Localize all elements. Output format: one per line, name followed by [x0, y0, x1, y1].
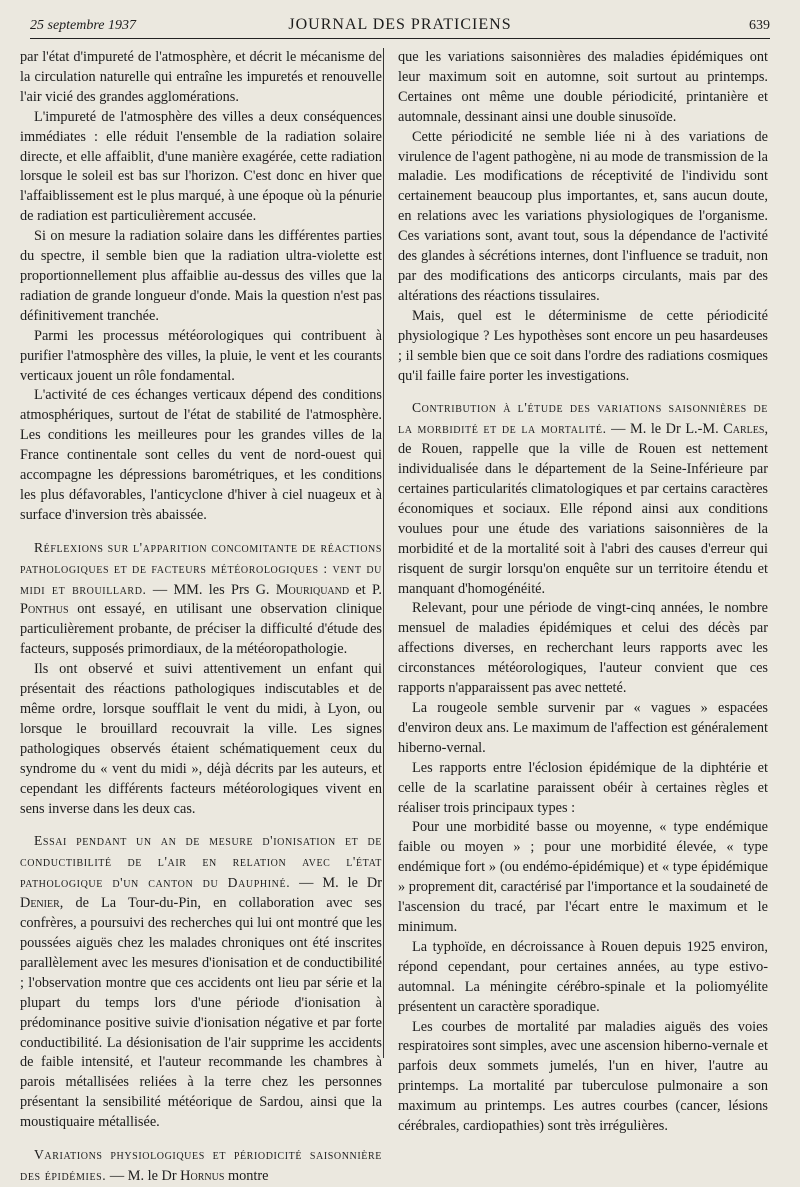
section-epidemies [20, 1145, 382, 1187]
paragraph: Pour une morbidité basse ou moyenne, « type endémique faible ou moyen » ; pour une morbidité élevée, « type endémique fort » (ou endémo-épidémique) et « type épidémique » proprement dit, caractérisé par l'importance et la soudaineté de l'ascension du tracé, par l'écart entre le maximum et le minimum. [398, 819, 768, 935]
paragraph: Cette périodicité ne semble liée ni à des variations de virulence de l'agent pathogène, ni au mode de transmission de la maladie. Les modifications de réceptivité de l'individu sont certainement beaucoup plus importantes, et, sans aucun doute, en relations avec les variations physiologiques de l'organisme. Ces variations sont, avant tout, sous la dépendance de l'activité des glandes à sécrétions internes, dont l'influence se traduit, non par des modifications des anticorps circulants, mais par des altérations des réactions tissulaires. [398, 128, 768, 304]
section-body: montre [224, 1167, 269, 1184]
section-dash: — M. le Dr [106, 1167, 181, 1184]
section-title: Variations physiologiques et périodicité saisonnière des épidémies. [20, 1147, 382, 1183]
paragraph: Relevant, pour une période de vingt-cinq années, le nombre mensuel de maladies épidémiques et celui des décès par affections diverses, en recherchant leurs rapports avec les circonstances météorologiques, l'auteur convient que ces rapports n'apparaissent pas avec netteté. [398, 600, 768, 697]
journal-title: JOURNAL DES PRATICIENS [288, 16, 512, 33]
paragraph: Mais, quel est le déterminisme de cette périodicité physiologique ? Les hypothèses sont encore un peu hasardeuses ; il semble bien que ce soit dans l'ordre des radiations cosmiques qu'il faille faire porter les investigations. [398, 307, 768, 384]
section-dash: — M. le Dr [606, 421, 686, 438]
paragraph: Les courbes de mortalité par maladies aiguës des voies respiratoires sont simples, avec une ascension hiberno-vernale et parfois deux sommets jumelés, l'un en hiver, l'autre au printemps. La mortalité par tuberculose pulmonaire a son maximum au printemps. Les autres courbes (cancer, lésions cérébrales, cardiopathies) sont très irrégulières. [398, 1018, 769, 1135]
section-vent-du-midi [20, 538, 382, 660]
paragraph: L'impureté de l'atmosphère des villes a deux conséquences immédiates : elle réduit l'ensemble de la radiation solaire directe, et elle affaiblit, d'une manière exagérée, cette radiation lorsque le soleil est bas sur l'horizon. C'est donc en hiver que l'affaiblissement est le plus marqué, à une époque où la pénurie de radiation est particulièrement accusée. [20, 108, 382, 225]
author-name: Hornus [180, 1167, 225, 1184]
column-rule [383, 48, 384, 1058]
section-dash: — MM. les Prs [146, 581, 256, 598]
paragraph: L'activité de ces échanges verticaux dépend des conditions atmosphériques, surtout de l'état de stabilité de l'atmosphère. Les conditions les meilleures pour les grandes villes de la France continentale sont celles du vent de nord-ouest qui accompagne les dépressions barométriques, et les conditions les plus défavorables, l'anticyclone d'hiver à ciel nuageux et à surface d'inversion très abaissée. [20, 387, 382, 523]
paragraph: La rougeole semble survenir par « vagues » espacées d'environ deux ans. Le maximum de l'affection est généralement hiberno-vernal. [398, 700, 768, 756]
paragraph: Les rapports entre l'éclosion épidémique de la diphtérie et celle de la scarlatine paraissent obéir à certaines règles et réaliser trois principaux types : [398, 759, 768, 816]
right-column [398, 48, 768, 1137]
author-name: G. Mouriquand [255, 581, 350, 598]
author-name: L.-M. Carles [685, 421, 765, 438]
paragraph: par l'état d'impureté de l'atmosphère, et décrit le mécanisme de la circulation naturelle qui entraîne les impuretés et renouvelle l'air vicié des grandes agglomérations. [20, 49, 382, 105]
author-name: P. Ponthus [20, 581, 382, 618]
issue-date: 25 septembre 1937 [30, 18, 137, 33]
section-body: , de Rouen, rappelle que la ville de Rouen est nettement individualisée dans le département de la Seine-Inférieure par certaines particularités climatologiques et par certains caractères économiques et sociaux. Elle répond ainsi aux conditions voulues pour une étude des variations saisonnières de la morbidité et de la mortalité soit à l'abri des causes d'erreur qui risquent de surgir lorsqu'on enquête sur un territoire étendu et manquant d'homogénéité. [398, 421, 769, 597]
section-title: Contribution à l'étude des variations saisonnières de la morbidité et de la mortalité. [398, 400, 768, 437]
running-header [30, 12, 770, 39]
section-rouen [398, 398, 768, 599]
paragraph: Ils ont observé et suivi attentivement un enfant qui présentait des réactions pathologiques indiscutables et de même ordre, lorsque soufflait le vent du midi, à Lyon, ou lorsque le brouillard recouvrait la ville. Les signes pathologiques observés étaient schématiquement ceux du syndrome du « vent du midi », déjà décrits par les auteurs, et cependant les différents facteurs météorologiques vivent en sens inverse dans les deux cas. [20, 661, 382, 817]
author-name: Denier [20, 895, 60, 912]
paragraph: que les variations saisonnières des maladies épidémiques ont leur maximum soit en automne, soit surtout au printemps. Certaines ont même une double périodicité, printanière et automnale, dessinant ainsi une double sinusoïde. [398, 49, 768, 125]
section-body: , de La Tour-du-Pin, en collaboration avec ses confrères, a poursuivi des recherches qui lui ont montré que les poussées aiguës chez les malades chroniques ont été inscrites parallèlement avec les mesures d'ionisation et de conductibilité ; l'observation montre que ces accidents ont lieu par série et la plupart du temps lors d'une période d'ionisation à prédominance positive suivie d'ionisation négative et par forte conductibilité. La désionisation de l'air supprime les accidents de faible intensité, et l'auteur recommande les chambres à parois métallisées reliées à la terre chez les personnes présentant la sensibilité météorique de Sardou, ainsi que la moustiquaire métallisée. [20, 895, 382, 1131]
section-ionisation [20, 831, 382, 1133]
conjunction: et [349, 581, 373, 598]
paragraph: La typhoïde, en décroissance à Rouen depuis 1925 environ, répond cependant, pour certaines années, au type estivo-automnal. La méningite cérébro-spinale et la poliomyélite présentent un caractère sporadique. [398, 938, 768, 1015]
section-title: Essai pendant un an de mesure d'ionisation et de conductibilité de l'air en relation avec l'état pathologique d'un canton du Dauphiné. [20, 833, 382, 891]
paragraph: Si on mesure la radiation solaire dans les différentes parties du spectre, il semble bien que la radiation ultra-violette est proportionnellement plus affaiblie au-dessus des villes que la radiation de grande longueur d'onde. Mais la question n'est pas définitivement tranchée. [20, 228, 382, 324]
section-dash: — M. le Dr [290, 875, 382, 892]
paragraph: Parmi les processus météorologiques qui contribuent à purifier l'atmosphère des villes, la pluie, le vent et les courants verticaux jouent un rôle fondamental. [20, 327, 382, 384]
page-number: 639 [749, 18, 770, 33]
section-title: Réflexions sur l'apparition concomitante de réactions pathologiques et de facteurs météorologiques : vent du midi et brouillard. [20, 539, 382, 597]
left-column [20, 48, 382, 1187]
section-body: ont essayé, en utilisant une observation clinique particulièrement probante, de préciser la difficulté d'étude des facteurs, supposés primordiaux, de la météoropathologie. [20, 601, 382, 658]
